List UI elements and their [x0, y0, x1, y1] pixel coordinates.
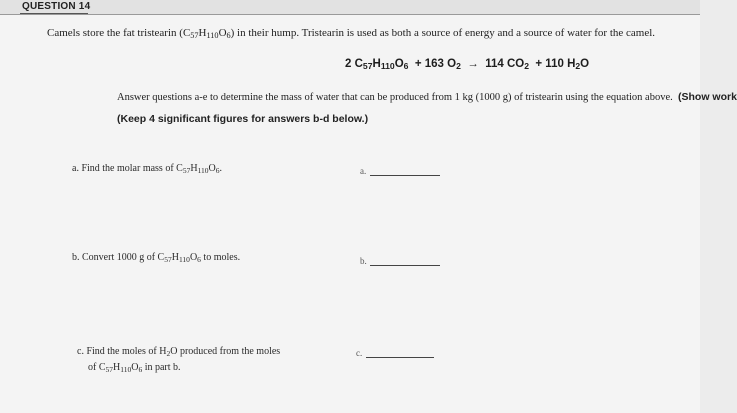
tristearin-formula: $C_{57}H_{110}O_6$	[182, 27, 231, 41]
part-a-question: a. Find the molar mass of $C_{57}H_{110}O_6$.	[72, 163, 223, 175]
part-c-question: c. Find the moles of $H_2O$ produced from the moles	[77, 346, 281, 358]
show-work-note: (Show work	[678, 91, 737, 103]
part-c-answer-blank[interactable]	[366, 357, 434, 358]
part-b-blank-label: b.	[360, 256, 367, 266]
part-c-question-line2: of $C_{57}H_{110}O_6$ in part b.	[88, 362, 181, 374]
part-a-blank-label: a.	[360, 166, 367, 176]
question-header-bar	[0, 0, 700, 15]
question-title: QUESTION 14	[22, 1, 91, 12]
answer-instructions: Answer questions a-e to determine the mass of water that can be produced from 1 kg (1000 g) of tristearin using the equation above. (Show work	[117, 91, 737, 103]
part-c-blank-label: c.	[356, 348, 363, 358]
part-a-answer-blank[interactable]	[370, 175, 440, 176]
intro-text: Camels store the fat tristearin $(C_{57}H_{110}O_6)$ in their hump. Tristearin is used as both a source of energy and a source of water for the camel.	[47, 27, 656, 41]
part-b-question: b. Convert 1000 g of $C_{57}H_{110}O_6$ to moles.	[72, 252, 241, 264]
chemical-equation: 2 $C_{57}H_{110}O_6 + 163$ $O_2 \to 114$ $CO_2 + 110$ $H_2O$	[345, 58, 590, 72]
title-underline	[20, 13, 88, 14]
part-b-answer-blank[interactable]	[370, 265, 440, 266]
reaction-arrow: →	[467, 58, 479, 70]
sig-fig-note: (Keep 4 significant figures for answers b-d below.)	[117, 113, 369, 125]
